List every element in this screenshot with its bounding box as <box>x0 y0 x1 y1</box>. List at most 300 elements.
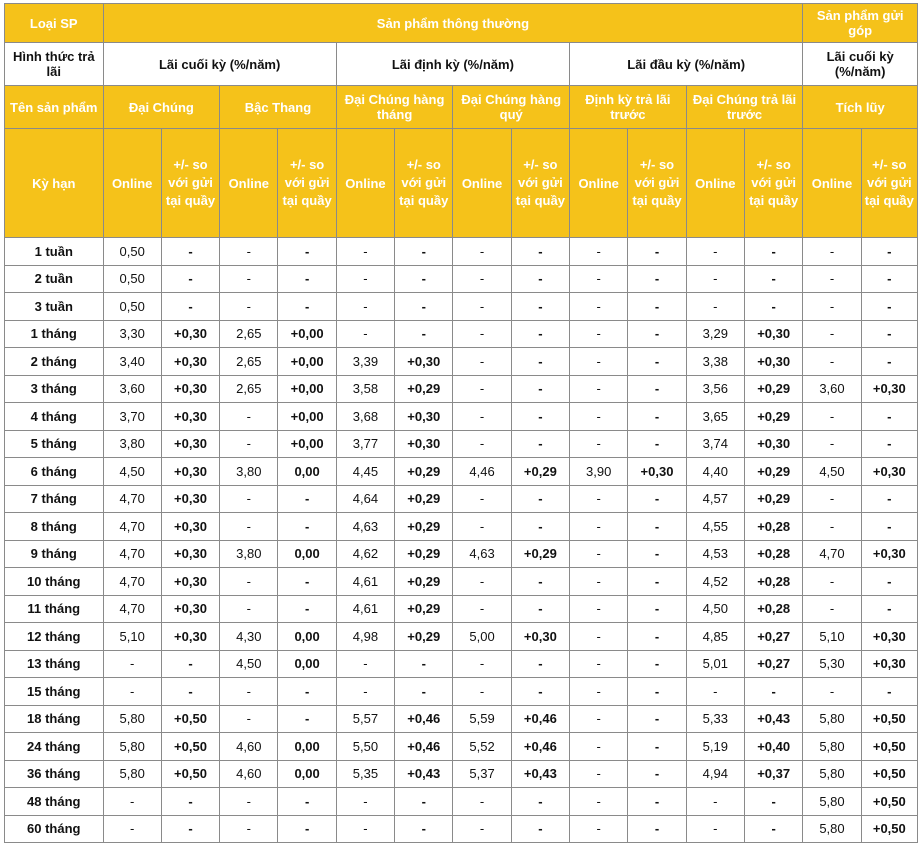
table-row <box>5 788 918 816</box>
rate-online-cell: 3,60 <box>103 375 161 403</box>
rate-diff-cell: - <box>278 238 336 266</box>
rate-diff-cell: 0,00 <box>278 623 336 651</box>
rate-diff-cell: - <box>278 265 336 293</box>
rate-online-cell: - <box>336 238 394 266</box>
rate-diff-cell: +0,00 <box>278 403 336 431</box>
rate-online-cell: - <box>570 623 628 651</box>
rate-online-cell: 4,85 <box>686 623 744 651</box>
rate-diff-cell: - <box>861 513 917 541</box>
rate-diff-cell: +0,50 <box>861 733 917 761</box>
rate-diff-cell: - <box>278 485 336 513</box>
header-online: Online <box>103 129 161 238</box>
rate-online-cell: - <box>570 760 628 788</box>
rate-diff-cell: +0,30 <box>861 458 917 486</box>
rate-diff-cell: - <box>628 513 686 541</box>
rate-online-cell: 4,70 <box>103 595 161 623</box>
rate-diff-cell: - <box>628 788 686 816</box>
rate-online-cell: 4,50 <box>803 458 861 486</box>
rate-diff-cell: 0,00 <box>278 733 336 761</box>
rate-diff-cell: - <box>511 293 569 321</box>
rate-online-cell: 0,50 <box>103 265 161 293</box>
table-row <box>5 733 918 761</box>
rate-online-cell: 4,64 <box>336 485 394 513</box>
rate-online-cell: - <box>103 788 161 816</box>
product-dai-chung-hang-thang: Đại Chúng hàng tháng <box>336 86 453 129</box>
rate-diff-cell: +0,29 <box>395 375 453 403</box>
rate-diff-cell: - <box>861 320 917 348</box>
rate-online-cell: 5,50 <box>336 733 394 761</box>
rate-online-cell: 4,94 <box>686 760 744 788</box>
rate-online-cell: - <box>220 568 278 596</box>
rate-online-cell: - <box>803 293 861 321</box>
rate-diff-cell: - <box>511 595 569 623</box>
rate-diff-cell: - <box>511 788 569 816</box>
rate-online-cell: - <box>570 705 628 733</box>
rate-diff-cell: +0,30 <box>161 595 219 623</box>
table-row <box>5 293 918 321</box>
rate-online-cell: - <box>803 568 861 596</box>
rate-online-cell: - <box>453 403 511 431</box>
rate-diff-cell: +0,29 <box>395 485 453 513</box>
rate-diff-cell: +0,50 <box>861 760 917 788</box>
interest-rate-table <box>4 3 918 843</box>
rate-diff-cell: +0,29 <box>395 568 453 596</box>
header-lai-dinh-ky: Lãi định kỳ (%/năm) <box>336 43 569 86</box>
rate-diff-cell: +0,00 <box>278 320 336 348</box>
table-row <box>5 348 918 376</box>
rate-online-cell: 4,70 <box>103 485 161 513</box>
rate-online-cell: - <box>220 293 278 321</box>
rate-online-cell: 3,90 <box>570 458 628 486</box>
rate-diff-cell: - <box>628 733 686 761</box>
rate-online-cell: - <box>570 403 628 431</box>
rate-diff-cell: - <box>161 650 219 678</box>
rate-diff-cell: - <box>511 265 569 293</box>
rate-online-cell: 4,62 <box>336 540 394 568</box>
rate-diff-cell: +0,50 <box>161 705 219 733</box>
rate-online-cell: - <box>336 788 394 816</box>
term-label: 10 tháng <box>5 568 104 596</box>
term-label: 8 tháng <box>5 513 104 541</box>
rate-diff-cell: +0,30 <box>861 623 917 651</box>
rate-diff-cell: - <box>511 568 569 596</box>
term-label: 12 tháng <box>5 623 104 651</box>
rate-diff-cell: - <box>744 265 802 293</box>
rate-online-cell: 3,30 <box>103 320 161 348</box>
term-label: 1 tuần <box>5 238 104 266</box>
rate-diff-cell: +0,30 <box>395 403 453 431</box>
rate-diff-cell: - <box>861 568 917 596</box>
rate-online-cell: 5,80 <box>803 815 861 843</box>
rate-diff-cell: - <box>861 293 917 321</box>
header-online: Online <box>453 129 511 238</box>
rate-diff-cell: - <box>628 760 686 788</box>
rate-online-cell: 4,45 <box>336 458 394 486</box>
rate-online-cell: - <box>336 265 394 293</box>
rate-online-cell: - <box>570 265 628 293</box>
rate-online-cell: - <box>453 595 511 623</box>
rate-diff-cell: +0,50 <box>861 705 917 733</box>
rate-online-cell: 3,38 <box>686 348 744 376</box>
rate-online-cell: - <box>336 650 394 678</box>
rate-online-cell: 2,65 <box>220 348 278 376</box>
rate-diff-cell: 0,00 <box>278 540 336 568</box>
term-label: 36 tháng <box>5 760 104 788</box>
rate-online-cell: - <box>803 348 861 376</box>
rate-diff-cell: +0,28 <box>744 513 802 541</box>
rate-online-cell: 3,80 <box>103 430 161 458</box>
header-ky-han: Kỳ hạn <box>5 129 104 238</box>
rate-online-cell: - <box>570 238 628 266</box>
rate-diff-cell: - <box>395 678 453 706</box>
rate-online-cell: 4,70 <box>103 540 161 568</box>
rate-diff-cell: +0,29 <box>744 458 802 486</box>
rate-online-cell: - <box>570 485 628 513</box>
rate-online-cell: 5,80 <box>803 733 861 761</box>
rate-diff-cell: +0,29 <box>744 403 802 431</box>
rate-online-cell: 2,65 <box>220 375 278 403</box>
rate-online-cell: 4,98 <box>336 623 394 651</box>
rate-diff-cell: +0,28 <box>744 540 802 568</box>
table-row <box>5 485 918 513</box>
rate-diff-cell: - <box>395 650 453 678</box>
rate-online-cell: 5,59 <box>453 705 511 733</box>
table-row <box>5 403 918 431</box>
table-row <box>5 238 918 266</box>
table-row <box>5 265 918 293</box>
rate-diff-cell: +0,30 <box>861 375 917 403</box>
header-san-pham-thong-thuong: Sản phẩm thông thường <box>103 4 803 43</box>
rate-online-cell: 5,37 <box>453 760 511 788</box>
rate-online-cell: 4,30 <box>220 623 278 651</box>
rate-online-cell: - <box>453 320 511 348</box>
table-row <box>5 375 918 403</box>
header-hinh-thuc-tra-lai: Hình thức trả lãi <box>5 43 104 86</box>
rate-diff-cell: +0,30 <box>161 540 219 568</box>
rate-online-cell: 4,70 <box>803 540 861 568</box>
table-row <box>5 568 918 596</box>
rate-online-cell: - <box>336 320 394 348</box>
rate-diff-cell: - <box>861 403 917 431</box>
rate-diff-cell: - <box>278 595 336 623</box>
rate-diff-cell: - <box>628 485 686 513</box>
table-row <box>5 650 918 678</box>
rate-online-cell: 3,74 <box>686 430 744 458</box>
rate-online-cell: - <box>570 678 628 706</box>
rate-online-cell: 5,10 <box>103 623 161 651</box>
term-label: 5 tháng <box>5 430 104 458</box>
rate-online-cell: - <box>453 815 511 843</box>
rate-diff-cell: - <box>861 265 917 293</box>
rate-online-cell: - <box>686 815 744 843</box>
rate-online-cell: 4,50 <box>103 458 161 486</box>
rate-diff-cell: - <box>511 238 569 266</box>
rate-online-cell: - <box>453 650 511 678</box>
rate-diff-cell: +0,30 <box>161 485 219 513</box>
rate-online-cell: 4,61 <box>336 568 394 596</box>
rate-diff-cell: +0,29 <box>395 540 453 568</box>
table-row <box>5 815 918 843</box>
term-label: 11 tháng <box>5 595 104 623</box>
rate-diff-cell: +0,29 <box>511 540 569 568</box>
rate-diff-cell: +0,43 <box>511 760 569 788</box>
rate-online-cell: 5,80 <box>803 788 861 816</box>
rate-diff-cell: - <box>511 430 569 458</box>
table-row <box>5 513 918 541</box>
product-dai-chung: Đại Chúng <box>103 86 220 129</box>
rate-online-cell: - <box>686 678 744 706</box>
rate-online-cell: - <box>103 815 161 843</box>
rate-diff-cell: +0,50 <box>861 788 917 816</box>
rate-online-cell: - <box>453 513 511 541</box>
term-label: 3 tuần <box>5 293 104 321</box>
rate-online-cell: 5,01 <box>686 650 744 678</box>
rate-diff-cell: +0,30 <box>161 513 219 541</box>
rate-diff-cell: - <box>395 238 453 266</box>
rate-diff-cell: - <box>395 293 453 321</box>
rate-online-cell: - <box>570 650 628 678</box>
rate-diff-cell: - <box>395 265 453 293</box>
rate-online-cell: - <box>570 568 628 596</box>
rate-online-cell: - <box>453 788 511 816</box>
rate-online-cell: - <box>570 815 628 843</box>
rate-diff-cell: +0,29 <box>395 458 453 486</box>
rate-diff-cell: +0,29 <box>744 485 802 513</box>
rate-online-cell: - <box>686 788 744 816</box>
rate-online-cell: - <box>803 595 861 623</box>
rate-online-cell: 3,80 <box>220 540 278 568</box>
rate-diff-cell: +0,46 <box>395 733 453 761</box>
rate-online-cell: 4,50 <box>686 595 744 623</box>
table-row <box>5 430 918 458</box>
header-diff: +/- so với gửi tại quầy <box>861 129 917 238</box>
rate-diff-cell: - <box>744 788 802 816</box>
header-diff: +/- so với gửi tại quầy <box>161 129 219 238</box>
header-loai-sp: Loại SP <box>5 4 104 43</box>
rate-online-cell: - <box>336 293 394 321</box>
table-row <box>5 540 918 568</box>
header-diff: +/- so với gửi tại quầy <box>395 129 453 238</box>
rate-online-cell: - <box>803 430 861 458</box>
rate-online-cell: 3,58 <box>336 375 394 403</box>
rate-diff-cell: +0,30 <box>861 540 917 568</box>
rate-diff-cell: +0,28 <box>744 595 802 623</box>
rate-online-cell: 4,70 <box>103 513 161 541</box>
rate-online-cell: 3,39 <box>336 348 394 376</box>
rate-diff-cell: - <box>395 815 453 843</box>
rate-diff-cell: - <box>628 650 686 678</box>
term-label: 2 tháng <box>5 348 104 376</box>
rate-online-cell: 5,80 <box>803 760 861 788</box>
rate-online-cell: 4,70 <box>103 568 161 596</box>
rate-diff-cell: +0,27 <box>744 650 802 678</box>
rate-diff-cell: - <box>511 678 569 706</box>
rate-diff-cell: - <box>395 788 453 816</box>
rate-online-cell: - <box>453 375 511 403</box>
rate-online-cell: 2,65 <box>220 320 278 348</box>
rate-diff-cell: +0,30 <box>744 320 802 348</box>
rate-diff-cell: +0,30 <box>511 623 569 651</box>
rate-diff-cell: - <box>511 348 569 376</box>
rate-diff-cell: +0,29 <box>395 513 453 541</box>
rate-diff-cell: - <box>161 788 219 816</box>
rate-diff-cell: - <box>511 815 569 843</box>
rate-diff-cell: - <box>511 403 569 431</box>
product-tich-luy: Tích lũy <box>803 86 918 129</box>
rate-online-cell: - <box>220 265 278 293</box>
rate-online-cell: 4,63 <box>336 513 394 541</box>
rate-online-cell: 5,19 <box>686 733 744 761</box>
rate-online-cell: - <box>803 403 861 431</box>
rate-diff-cell: +0,28 <box>744 568 802 596</box>
rate-online-cell: 5,30 <box>803 650 861 678</box>
rate-online-cell: - <box>103 650 161 678</box>
product-dai-chung-tra-lai-truoc: Đại Chúng trả lãi trước <box>686 86 803 129</box>
rate-diff-cell: +0,30 <box>161 320 219 348</box>
rate-online-cell: 3,29 <box>686 320 744 348</box>
rate-online-cell: 5,80 <box>803 705 861 733</box>
rate-diff-cell: - <box>628 265 686 293</box>
rate-online-cell: - <box>570 375 628 403</box>
rate-online-cell: - <box>220 238 278 266</box>
rate-online-cell: - <box>570 540 628 568</box>
rate-online-cell: - <box>570 348 628 376</box>
rate-online-cell: - <box>220 430 278 458</box>
rate-diff-cell: - <box>161 678 219 706</box>
rate-diff-cell: - <box>744 238 802 266</box>
rate-diff-cell: +0,43 <box>395 760 453 788</box>
rate-online-cell: - <box>686 265 744 293</box>
rate-online-cell: 0,50 <box>103 293 161 321</box>
rate-diff-cell: +0,40 <box>744 733 802 761</box>
rate-online-cell: 4,46 <box>453 458 511 486</box>
product-dai-chung-hang-quy: Đại Chúng hàng quý <box>453 86 570 129</box>
rate-diff-cell: - <box>628 595 686 623</box>
term-label: 9 tháng <box>5 540 104 568</box>
rate-diff-cell: - <box>628 430 686 458</box>
rate-online-cell: 4,53 <box>686 540 744 568</box>
rate-online-cell: - <box>453 678 511 706</box>
rate-online-cell: - <box>686 238 744 266</box>
rate-diff-cell: - <box>861 595 917 623</box>
rate-online-cell: 5,10 <box>803 623 861 651</box>
term-label: 48 tháng <box>5 788 104 816</box>
rate-online-cell: 5,52 <box>453 733 511 761</box>
rate-online-cell: - <box>220 485 278 513</box>
rate-online-cell: - <box>570 733 628 761</box>
rate-diff-cell: +0,30 <box>861 650 917 678</box>
rate-online-cell: - <box>453 265 511 293</box>
table-row <box>5 595 918 623</box>
header-online: Online <box>686 129 744 238</box>
rate-diff-cell: +0,30 <box>161 348 219 376</box>
rate-diff-cell: - <box>628 815 686 843</box>
rate-online-cell: - <box>453 238 511 266</box>
rate-diff-cell: - <box>628 348 686 376</box>
rate-online-cell: - <box>570 293 628 321</box>
term-label: 3 tháng <box>5 375 104 403</box>
rate-diff-cell: +0,30 <box>628 458 686 486</box>
rate-online-cell: 4,57 <box>686 485 744 513</box>
rate-diff-cell: 0,00 <box>278 458 336 486</box>
rate-diff-cell: +0,46 <box>511 733 569 761</box>
rate-diff-cell: - <box>278 705 336 733</box>
rate-online-cell: 3,70 <box>103 403 161 431</box>
rate-online-cell: - <box>453 485 511 513</box>
rate-diff-cell: +0,00 <box>278 348 336 376</box>
rate-diff-cell: - <box>278 678 336 706</box>
rate-online-cell: - <box>220 678 278 706</box>
rate-online-cell: 4,61 <box>336 595 394 623</box>
header-lai-cuoi-ky-gui-gop: Lãi cuối kỳ (%/năm) <box>803 43 918 86</box>
rate-diff-cell: - <box>861 348 917 376</box>
rate-diff-cell: +0,30 <box>161 623 219 651</box>
rate-diff-cell: - <box>278 568 336 596</box>
rate-online-cell: - <box>220 403 278 431</box>
header-online: Online <box>336 129 394 238</box>
header-san-pham-gui-gop: Sản phẩm gửi góp <box>803 4 918 43</box>
term-label: 13 tháng <box>5 650 104 678</box>
rate-online-cell: 4,55 <box>686 513 744 541</box>
rate-online-cell: 3,65 <box>686 403 744 431</box>
rate-diff-cell: +0,30 <box>161 430 219 458</box>
rate-online-cell: - <box>453 348 511 376</box>
rate-online-cell: 3,56 <box>686 375 744 403</box>
rate-diff-cell: - <box>511 320 569 348</box>
rate-online-cell: 3,60 <box>803 375 861 403</box>
rate-online-cell: 4,60 <box>220 760 278 788</box>
rate-diff-cell: - <box>161 815 219 843</box>
header-lai-cuoi-ky: Lãi cuối kỳ (%/năm) <box>103 43 336 86</box>
rate-online-cell: - <box>803 238 861 266</box>
header-online: Online <box>570 129 628 238</box>
rate-diff-cell: - <box>744 815 802 843</box>
term-label: 60 tháng <box>5 815 104 843</box>
rate-diff-cell: - <box>628 623 686 651</box>
rate-diff-cell: - <box>744 293 802 321</box>
header-online: Online <box>220 129 278 238</box>
rate-diff-cell: - <box>278 815 336 843</box>
rate-online-cell: 4,50 <box>220 650 278 678</box>
rate-diff-cell: +0,30 <box>161 568 219 596</box>
rate-online-cell: 4,60 <box>220 733 278 761</box>
rate-diff-cell: +0,50 <box>161 733 219 761</box>
rate-online-cell: - <box>686 293 744 321</box>
product-dinh-ky-tra-lai-truoc: Định kỳ trả lãi trước <box>570 86 687 129</box>
rate-diff-cell: +0,30 <box>744 430 802 458</box>
rate-online-cell: - <box>570 320 628 348</box>
header-diff: +/- so với gửi tại quầy <box>744 129 802 238</box>
rate-online-cell: 0,50 <box>103 238 161 266</box>
table-row <box>5 760 918 788</box>
header-lai-dau-ky: Lãi đầu kỳ (%/năm) <box>570 43 803 86</box>
header-online: Online <box>803 129 861 238</box>
rate-diff-cell: - <box>628 238 686 266</box>
header-ten-san-pham: Tên sản phẩm <box>5 86 104 129</box>
rate-diff-cell: - <box>861 238 917 266</box>
rate-diff-cell: +0,30 <box>395 348 453 376</box>
rate-diff-cell: - <box>628 568 686 596</box>
header-diff: +/- so với gửi tại quầy <box>628 129 686 238</box>
term-label: 7 tháng <box>5 485 104 513</box>
rate-diff-cell: +0,29 <box>395 623 453 651</box>
rate-online-cell: - <box>570 788 628 816</box>
rate-diff-cell: - <box>628 403 686 431</box>
rate-diff-cell: +0,30 <box>161 403 219 431</box>
rate-online-cell: 5,00 <box>453 623 511 651</box>
rate-diff-cell: +0,30 <box>161 458 219 486</box>
rate-diff-cell: - <box>161 265 219 293</box>
